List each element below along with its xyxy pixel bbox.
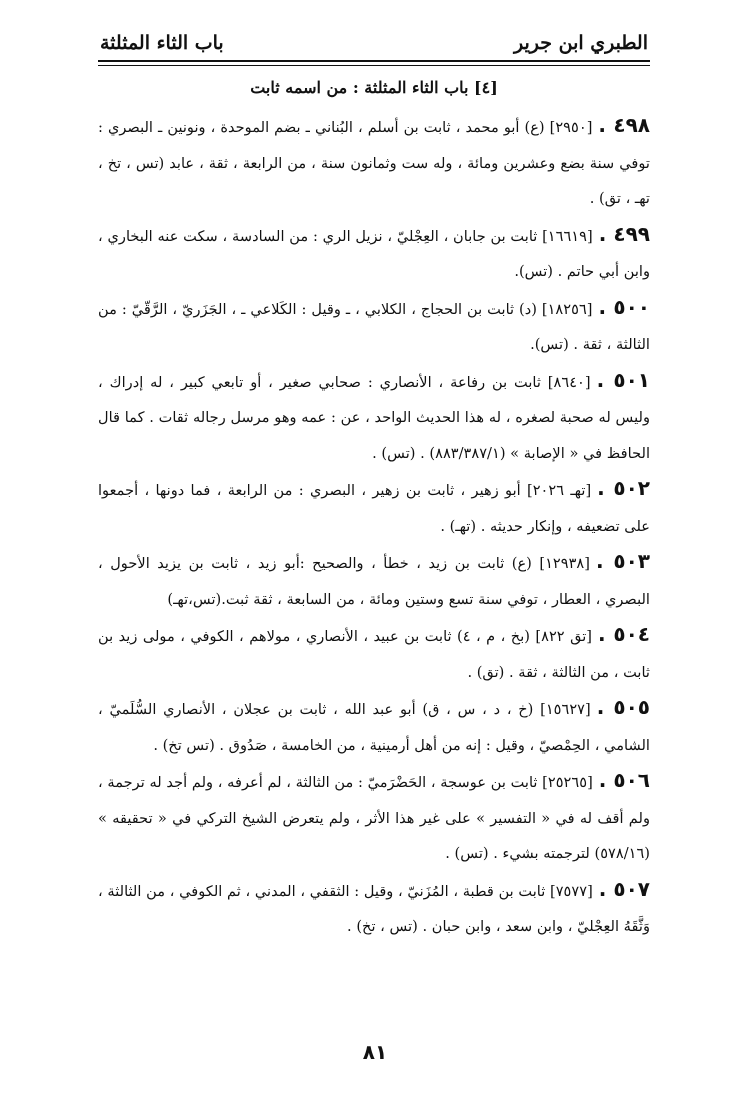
entry-text: [٢٩٥٠] (ع) أبو محمد ، ثابت بن أسلم ، البُناني ـ بضم الموحدة ، ونونين ـ البصري : توفي سنة بضع وعشرين ومائة ، وله ست وثمانون سنة ، من الرابعة ، ثقة ، عابد (تس ، تخ ، تهـ ، تق) . <box>98 119 650 207</box>
entry-text: [تق ٨٢٢] (بخ ، م ، ٤) ثابت بن عبيد ، الأنصاري ، مولاهم ، الكوفي ، مولى زيد بن ثابت ، من الثالثة ، ثقة . (تق) . <box>98 628 650 681</box>
entry <box>98 690 650 763</box>
header-chapter-title: باب الثاء المثلثة <box>100 32 224 54</box>
running-header <box>98 30 650 60</box>
page-number: ٨١ <box>362 1040 388 1064</box>
entry-number: ٥٠١ . <box>596 367 650 392</box>
entry <box>98 544 650 617</box>
header-book-title: الطبري ابن جرير <box>513 32 648 54</box>
entry-number: ٥٠٤ . <box>598 622 650 646</box>
entry <box>98 217 650 290</box>
entry-number: ٥٠٧ . <box>598 876 650 901</box>
entry-number: ٤٩٩ . <box>598 221 650 246</box>
entry-text: [١٢٩٣٨] (ع) ثابت بن زيد ، خطأ ، والصحيح :أبو زيد ، ثابت بن يزيد الأحول ، البصري ، العطار ، توفي سنة تسع وستين ومائة ، من السابعة ، ثقة ثبت.(تس،تهـ) <box>98 555 650 608</box>
entry <box>98 290 650 363</box>
entry-text: [٢٥٢٦٥] ثابت بن عوسجة ، الحَضْرَميّ : من الثالثة ، لم أعرفه ، ولم أجد له ترجمة ، ولم أقف له في « التفسير » على غير هذا الأثر ، ولم يتعرض الشيخ التركي في « تحقيقه » (٥٧٨/١٦) لترجمته بشيء . (تس) . <box>98 774 650 862</box>
entry-number: ٥٠٥ . <box>596 695 651 719</box>
entry-number: ٥٠٠ . <box>598 294 651 319</box>
entry-number: ٤٩٨ . <box>598 113 650 137</box>
entry-text: [١٥٦٢٧] (خ ، د ، س ، ق) أبو عبد الله ، ثابت بن عجلان ، الأنصاري السُّلَميّ ، الشامي ، الحِمْصيّ ، وقيل : إنه من أهل أرمينية ، من الخامسة ، صَدُوق . (تس تخ) . <box>98 701 650 754</box>
entry <box>98 763 650 872</box>
entry <box>98 872 650 945</box>
entry-text: [٧٥٧٧] ثابت بن قطبة ، المُزَنيّ ، وقيل : الثقفي ، المدني ، ثم الكوفي ، من الثالثة ، وَثَّقَهُ العِجْليّ ، وابن سعد ، وابن حبان . (تس ، تخ) . <box>98 882 650 935</box>
entry-text: [٨٦٤٠] ثابت بن رفاعة ، الأنصاري : صحابي صغير ، أو تابعي كبير ، له إدراك ، وليس له صحبة لصغره ، له هذا الحديث الواحد ، عن : عمه وهو مرسل رجاله ثقات . كما قال الحافظ في « الإصابة » (٨٨٣/٣٨٧/١) . (تس) . <box>98 373 650 462</box>
header-rule-thin <box>98 65 650 66</box>
entry-text: [١٦٦١٩] ثابت بن جابان ، العِجْليّ ، نزيل الري : من السادسة ، سكت عنه البخاري ، وابن أبي حاتم . (تس). <box>98 227 650 280</box>
header-rule-thick <box>98 60 650 62</box>
entry-number: ٥٠٣ . <box>595 549 651 573</box>
entries-list <box>98 108 650 945</box>
entry-text: [تهـ ٢٠٢٦] أبو زهير ، ثابت بن زهير ، البصري : من الرابعة ، فما دونها ، أجمعوا على تضعيفه ، وإنكار حديثه . (تهـ) . <box>98 482 650 535</box>
entry-number: ٥٠٦ . <box>598 768 650 792</box>
entry <box>98 363 650 472</box>
entry <box>98 617 650 690</box>
entry <box>98 471 650 544</box>
entry <box>98 108 650 217</box>
entry-text: [١٨٢٥٦] (د) ثابت بن الحجاج ، الكلابي ، ـ وقيل : الكَلاعي ـ ، الجَزَريّ ، الرَّقّيّ : من الثالثة ، ثقة . (تس). <box>98 300 650 353</box>
chapter-title: [٤] باب الثاء المثلثة : من اسمه ثابت <box>250 78 498 97</box>
entry-number: ٥٠٢ . <box>597 476 650 500</box>
